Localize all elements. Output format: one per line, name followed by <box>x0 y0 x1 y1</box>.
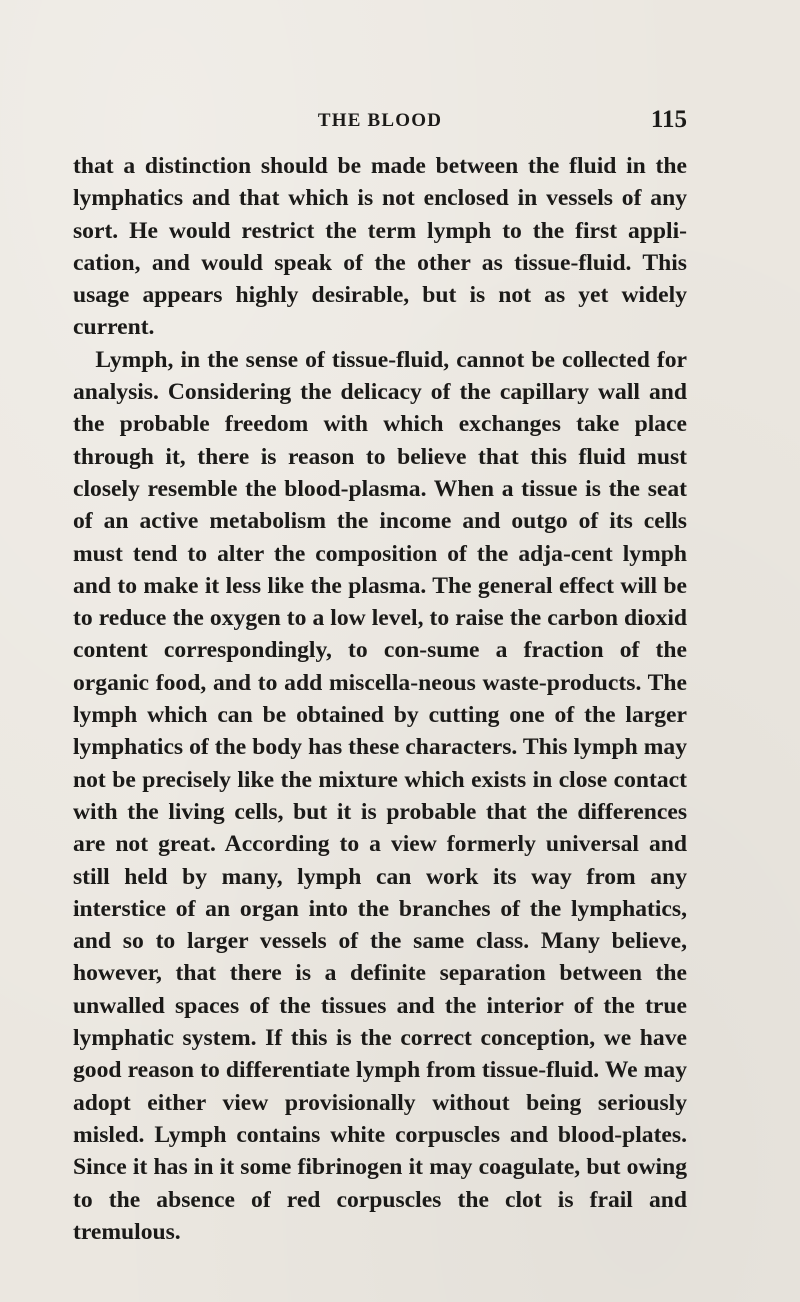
running-head: THE BLOOD <box>317 110 443 131</box>
body-text <box>73 150 687 1248</box>
page-number: 115 <box>650 106 687 133</box>
paragraph-2: Lymph, in the sense of tissue-fluid, cannot be collected for analysis. Considering the delicacy of the capillary wall and the probable freedom with which exchanges take place through it, there is reason to believe that this fluid must closely resemble the blood-plasma. When a tissue is the seat of an active metabolism the income and outgo of its cells must tend to alter the composition of the adja-cent lymph and to make it less like the plasma. The general effect will be to reduce the oxygen to a low level, to raise the carbon dioxid content correspondingly, to con-sume a fraction of the organic food, and to add miscella-neous waste-products. The lymph which can be obtained by cutting one of the larger lymphatics of the body has these characters. This lymph may not be precisely like the mixture which exists in close contact with the living cells, but it is probable that the differences are not great. According to a view formerly universal and still held by many, lymph can work its way from any interstice of an organ into the branches of the lymphatics, and so to larger vessels of the same class. Many believe, however, that there is a definite separation between the unwalled spaces of the tissues and the interior of the true lymphatic system. If this is the correct conception, we have good reason to differentiate lymph from tissue-fluid. We may adopt either view provisionally without being seriously misled. Lymph contains white corpuscles and blood-plates. Since it has in it some fibrinogen it may coagulate, but owing to the absence of red corpuscles the clot is frail and tremulous. <box>73 346 687 1245</box>
paragraph-1: that a distinction should be made between the fluid in the lymphatics and that which is not enclosed in vessels of any sort. He would restrict the term lymph to the first appli-cation, and would speak of the other as tissue-fluid. This usage appears highly desirable, but is not as yet widely current. <box>73 153 687 341</box>
page-header <box>73 106 687 140</box>
